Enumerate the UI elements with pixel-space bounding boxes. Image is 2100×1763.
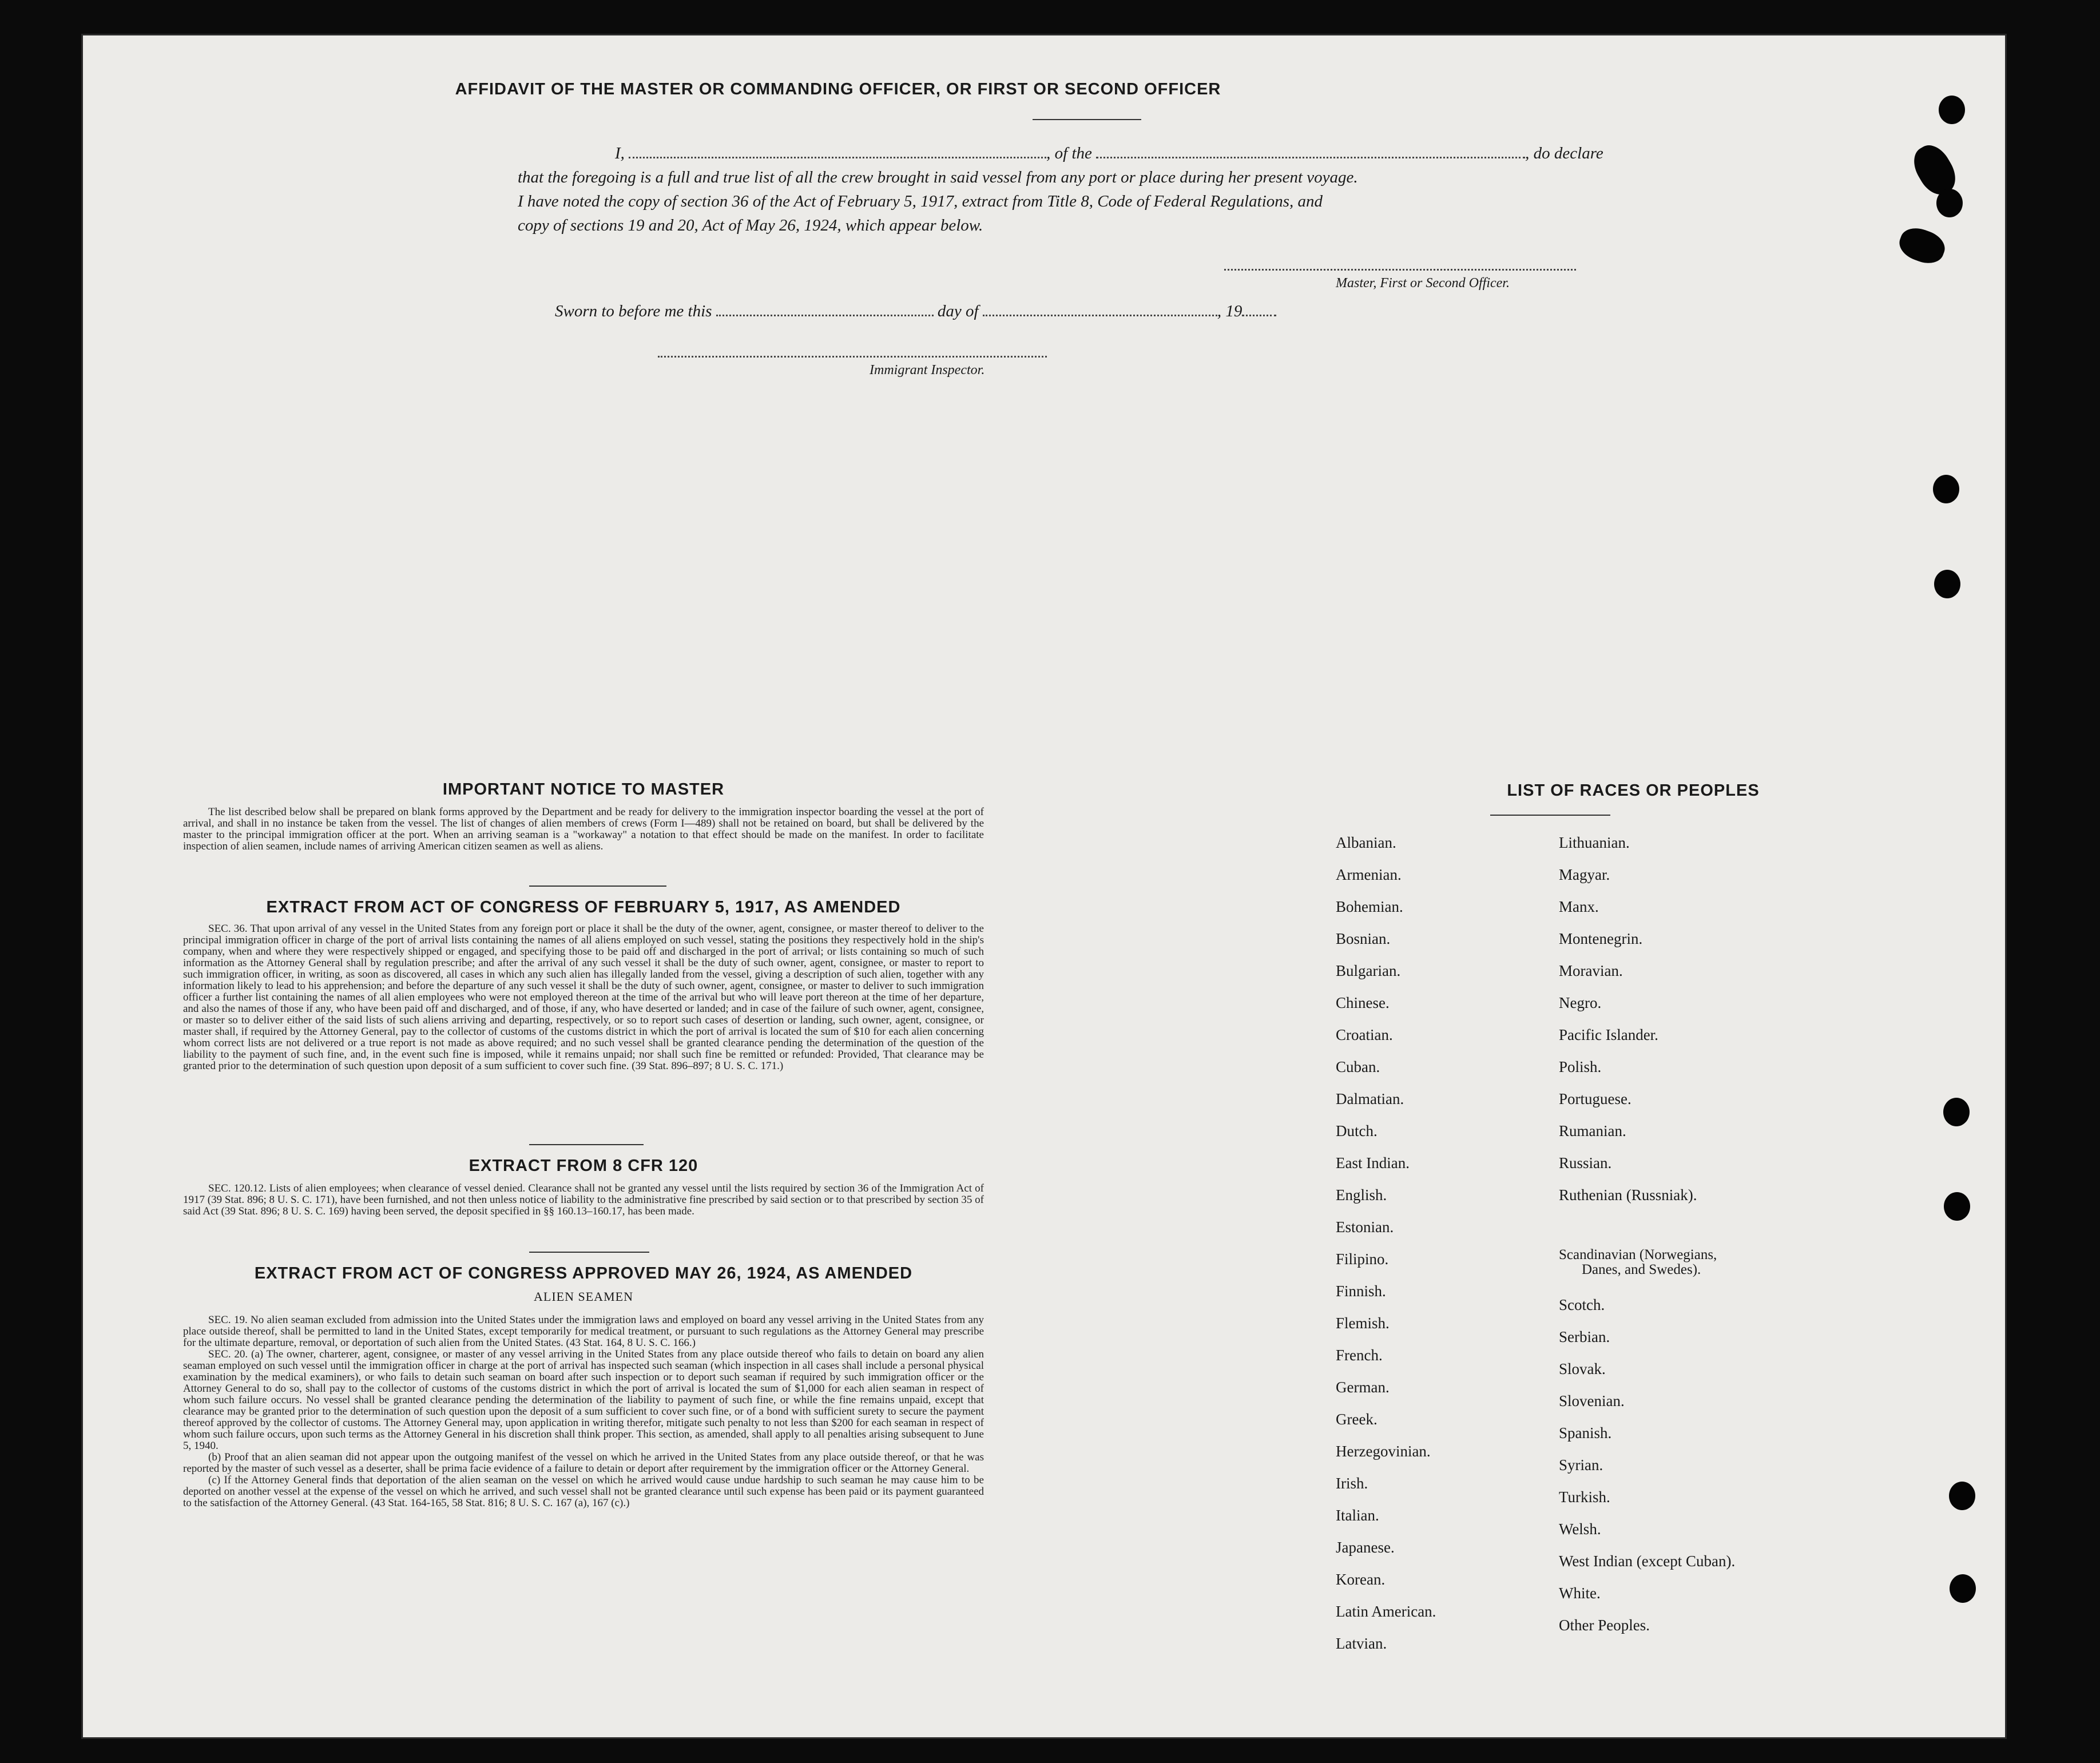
race-item: Turkish. [1559,1488,1610,1506]
notice-title: IMPORTANT NOTICE TO MASTER [442,780,725,799]
of-the-label: , of the [1046,144,1092,162]
affidavit-line-4: copy of sections 19 and 20, Act of May 26, 1924, which appear below. [518,216,983,235]
race-item: Irish. [1336,1475,1368,1492]
affidavit-line-3: I have noted the copy of section 36 of the Act of February 5, 1917, extract from Title 8, Code of Federal Regulations, and [518,192,1323,211]
race-item: Syrian. [1559,1456,1603,1474]
race-item: Estonian. [1336,1218,1394,1236]
race-item: East Indian. [1336,1154,1410,1172]
race-item: Latvian. [1336,1635,1387,1652]
extract-1917-title: EXTRACT FROM ACT OF CONGRESS OF FEBRUARY 5, 1917, AS AMENDED [266,898,901,916]
affidavit-line-2: that the foregoing is a full and true list of all the crew brought in said vessel from any port or place during her present voyage. [518,168,1358,186]
master-signature-line[interactable] [1224,269,1576,271]
sworn-label: Sworn to before me this [555,302,712,320]
race-item: Danes, and Swedes). [1582,1262,1701,1277]
race-item: Bohemian. [1336,898,1403,915]
punch-hole [1950,1574,1976,1603]
affidavit-title: AFFIDAVIT OF THE MASTER OR COMMANDING OFFICER, OR FIRST OR SECOND OFFICER [455,80,1221,98]
race-item: Magyar. [1559,866,1610,883]
race-item: Ruthenian (Russniak). [1559,1186,1697,1204]
races-divider [1490,815,1610,816]
race-item: Cuban. [1336,1058,1380,1075]
race-item: Russian. [1559,1154,1612,1172]
master-signature-label: Master, First or Second Officer. [1336,276,1510,291]
declarant-name-field[interactable] [629,157,1046,158]
punch-hole [1949,1482,1975,1510]
notice-text [183,807,984,852]
race-item: Italian. [1336,1507,1379,1524]
sec-19-paragraph: SEC. 19. No alien seaman excluded from admission into the United States under the immigration laws and employed on board any vessel arriving in the United States from any place outside thereof, shall be permitted to land in the United States, except temporarily for medical treatment, or pursuant to such regulations as the Attorney General may prescribe for the ultimate departure, removal, or deportation of such alien from the United States. (43 Stat. 164, 8 U. S. C. 166.) [183,1314,984,1349]
section-divider [529,1252,649,1253]
declarant-label: I, [615,144,625,162]
race-item: Rumanian. [1559,1122,1626,1139]
declare-label: , do declare [1525,144,1603,162]
affidavit-line-1 [535,144,1668,163]
race-item: Other Peoples. [1559,1617,1650,1634]
race-item: Japanese. [1336,1539,1395,1556]
race-item: English. [1336,1186,1387,1204]
sec-120-12-paragraph: SEC. 120.12. Lists of alien employees; when clearance of vessel denied. Clearance shall not be granted any vessel until the lists required by section 36 of the Immigration Act of 1917 (39 Stat. 896; 8 U. S. C. 171), have been furnished, and not then unless notice of liability to the administrative fine prescribed by said section or to that prescribed by section 35 of said Act (39 Stat. 896; 8 U. S. C. 169) having been served, the deposit specified in §§ 160.13–160.17, has been made. [183,1182,984,1217]
sec-20c-paragraph: (c) If the Attorney General finds that deportation of the alien seaman on the vessel on which he arrived would cause undue hardship to such seaman he may cause him to be deported on another vessel at the expense of the vessel on which he arrived, and such vessel shall not be granted clearance until such expense has been paid or its payment guaranteed to the satisfaction of the Attorney General. (43 Stat. 164-165, 58 Stat. 816; 8 U. S. C. 167 (a), 167 (c).) [183,1474,984,1509]
race-item: Negro. [1559,994,1602,1011]
race-item: Croatian. [1336,1026,1393,1043]
sworn-month-field[interactable] [983,315,1217,316]
extract-1924-title: EXTRACT FROM ACT OF CONGRESS APPROVED MAY 26, 1924, AS AMENDED [254,1264,913,1282]
race-item: Armenian. [1336,866,1402,883]
cfr-title: EXTRACT FROM 8 CFR 120 [469,1157,698,1175]
race-item: Chinese. [1336,994,1390,1011]
race-item: Scandinavian (Norwegians, [1559,1247,1717,1262]
race-item: Filipino. [1336,1250,1389,1268]
race-item: West Indian (except Cuban). [1559,1552,1736,1570]
sworn-year-field[interactable] [1242,315,1276,316]
punch-hole [1936,189,1963,217]
alien-seamen-subtitle: ALIEN SEAMEN [534,1289,633,1304]
inspector-signature-line[interactable] [658,356,1047,358]
sworn-line [555,302,1276,321]
race-item: Greek. [1336,1411,1377,1428]
race-item: Finnish. [1336,1282,1386,1300]
section-divider [529,886,666,887]
race-item: Portuguese. [1559,1090,1631,1107]
race-item: Montenegrin. [1559,930,1643,947]
sworn-day-field[interactable] [716,315,934,316]
punch-hole [1934,570,1960,598]
ink-blot [1895,223,1949,268]
punch-hole [1944,1192,1970,1221]
race-item: Dutch. [1336,1122,1377,1139]
race-item: Spanish. [1559,1424,1612,1442]
race-item: Serbian. [1559,1328,1610,1345]
race-item: Welsh. [1559,1520,1601,1538]
vessel-name-field[interactable] [1096,157,1525,158]
race-item: Bosnian. [1336,930,1391,947]
race-item: Albanian. [1336,834,1396,851]
race-item: Latin American. [1336,1603,1436,1620]
punch-hole [1939,96,1965,124]
punch-hole [1933,475,1959,503]
year-label: , 19 [1217,302,1242,320]
day-of-label: day of [937,302,979,320]
inspector-label: Immigrant Inspector. [870,363,985,378]
title-divider [1033,119,1141,120]
race-item: Lithuanian. [1559,834,1630,851]
race-item: French. [1336,1347,1383,1364]
extract-1924-text [183,1315,984,1509]
race-item: Bulgarian. [1336,962,1401,979]
sec-36-paragraph: SEC. 36. That upon arrival of any vessel in the United States from any foreign port or place it shall be the duty of the owner, agent, consignee, or master thereof to deliver to the principal immigration officer in charge of the port of arrival lists containing the names of all aliens employed on such vessel, stating the positions they respectively hold in the ship's company, when and where they were respectively shipped or engaged, and specifying those to be paid off and discharged in the port of arrival; or lists containing so much of such information as the Attorney General shall by regulation prescribe; and after the arrival of any such vessel it shall be the duty of such owner, agent, consignee, or master to report to such immigration officer, in writing, as soon as discovered, all cases in which any such alien has illegally landed from the vessel, giving a description of such alien, together with any information likely to lead to his apprehension; and before the departure of any such vessel it shall be the duty of such owner, agent, consignee, or master to deliver to such immigration officer a further list containing the names of all alien employees who were not employed thereon at the time of the arrival but who will leave port thereon at the time of her departure, and also the names of those if any, who have been paid off and discharged, and of those, if any, who have deserted or landed; and in case of the failure of such owner, agent, consignee, or master so to deliver either of the said lists of such aliens arriving and departing, respectively, or so to report such cases of desertion or landing, such owner, agent, consignee, or master shall, if required by the Attorney General, pay to the collector of customs of the customs district in which the port of arrival is located the sum of $10 for each alien concerning whom correct lists are not delivered or a true report is not made as above required; and no such vessel shall be granted clearance pending the determination of the question of the liability to the payment of such fine, and, in the event such fine is imposed, while it remains unpaid; nor shall such fine be remitted or refunded: Provided, That clearance may be granted prior to the determination of such question upon deposit of a sum sufficient to cover such fine. (39 Stat. 896–897; 8 U. S. C. 171.) [183,923,984,1072]
sec-20b-paragraph: (b) Proof that an alien seaman did not appear upon the outgoing manifest of the vessel on which he arrived in the United States from any place outside thereof, or that he was reported by the master of such vessel as a deserter, shall be prima facie evidence of a failure to detain or deport after requirement by the immigration officer or the Attorney General. [183,1451,984,1475]
section-divider [529,1144,644,1145]
race-item: Pacific Islander. [1559,1026,1658,1043]
race-item: Slovak. [1559,1360,1606,1377]
race-item: German. [1336,1379,1390,1396]
race-item: Flemish. [1336,1315,1390,1332]
race-item: Polish. [1559,1058,1602,1075]
races-title: LIST OF RACES OR PEOPLES [1507,781,1760,800]
notice-paragraph: The list described below shall be prepared on blank forms approved by the Department and be ready for delivery to the immigration inspector boarding the vessel at the port of arrival, and shall in no instance be taken from the vessel. The list of changes of alien members of crews (Form I—489) shall not be retained on board, but shall be delivered by the master to the principal immigration officer at the port. When an arriving seaman is a "workaway" a notation to that effect should be made on the manifest. In order to facilitate inspection of alien seamen, include names of arriving American citizen seamen as well as aliens. [183,806,984,852]
punch-hole [1943,1098,1970,1126]
extract-1917-text [183,923,984,1072]
race-item: Slovenian. [1559,1392,1625,1409]
race-item: Manx. [1559,898,1599,915]
race-item: Korean. [1336,1571,1386,1588]
race-item: Dalmatian. [1336,1090,1404,1107]
race-item: Herzegovinian. [1336,1443,1431,1460]
sec-20a-paragraph: SEC. 20. (a) The owner, charterer, agent, consignee, or master of any vessel arriving in the United States from any place outside thereof who fails to detain on board any alien seaman employed on such vessel until the immigration officer in charge at the port of arrival has inspected such seaman (which inspection in all cases shall include a personal physical examination by the medical examiners), or who fails to detain such seaman on board after such inspection or to deport such seaman if required by such immigration officer or the Attorney General to do so, shall pay to the collector of customs of the customs district in which the port of arrival is located the sum of $1,000 for each alien seaman in respect of whom such failure occurs. No vessel shall be granted clearance pending the determination of the liability to payment of such fine, or while the fine remains unpaid, except that clearance may be granted prior to the determination of such question upon the deposit of a sum sufficient to cover such fine, or of a bond with sufficient surety to secure the payment thereof approved by the collector of customs. The Attorney General may, upon application in writing therefor, mitigate such penalty to not less than $200 for each seaman in respect of whom such failure occurs, upon such terms as the Attorney General in his discretion shall think proper. This section, as amended, shall apply to all penalties arising subsequent to June 5, 1940. [183,1348,984,1452]
race-item: Moravian. [1559,962,1623,979]
cfr-text [183,1183,984,1217]
document-sheet [83,35,2005,1737]
race-item: Scotch. [1559,1296,1605,1313]
race-item: White. [1559,1585,1601,1602]
